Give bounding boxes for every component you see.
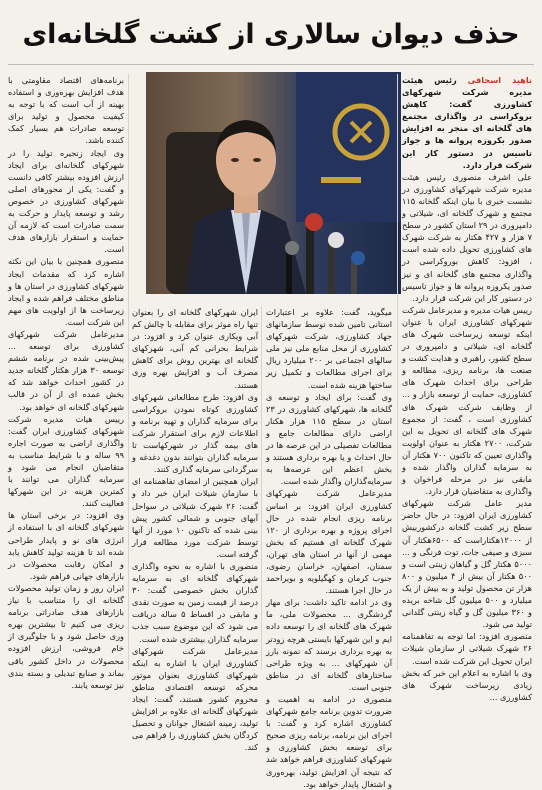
column-divider [397,74,398,670]
body-paragraph: ایران روز و زمان تولید محصولات گلخانه ای را متناسب با نیاز بازارهای هدف صادراتی برنامه ریزی می کنیم تا بیشترین بهره وری حاصل شود و با جلوگیری از خام فروشی، ارزش افزوده محصولات در داخل کشور باقی بماند و صنایع تبدیلی و بسته بندی نیز توسعه یابند. [8,582,124,690]
body-paragraph: وی افزود: در برخی استان ها شهرکهای گلخانه ای با استفاده از انرژی های نو و پایدار طراحی شده اند تا هزینه تولید کاهش یابد و امکان رقابت محصولات در بازارهای جهانی فراهم شود. [8,510,124,581]
body-paragraph: رییس هیات مدیره و مدیرعامل شرکت شهرکهای کشاورزی ایران با عنوان اینکه توسعه زیرساخت شهرک های گلخانه ای، شیلاتی و دامپروری در سطح کشور، راهبری و هدایت کشت و صنعت ها، برنامه ریزی، مطالعه و طراحی برای احداث شهرک های کشاورزی، حمایت از توسعه بازار و ... از وظایف شرکت شهرک های کشاورزی است ، گفت: از مجموع شهرک های گلخانه ای تحویل به این شرکت، ۲۷۰۰ هکتار به عنوان اولویت واگذاری تعیین که تاکنون ۷۰۰ هکتار آن به سرمایه گذاران واگذار شده و مابقی نیز در مرحله فراخوان و واگذاری به متقاضیان قرار دارد. [402,304,532,497]
body-paragraph: وی در ادامه تاکید داشت: برای مهار گردشگری ... محصولات ملی، ما شهرک های گلخانه ای را توسعه داده ایم و این شهرکها بایستی هرچه زودتر به بهره برداری برسند که نمونه بارز آن شهرکهای ... به ویژه طراحی ساختارهای گلخانه ای در مناطق جنوبی است. [266,597,392,692]
article-headline: حذف دیوان سالاری از کشت گلخانه‌ای [22,18,520,50]
body-paragraph: مدیرعامل شرکت شهرکهای کشاورزی ایران با اشاره به اینکه شهرکهای کشاورزی بعنوان موتور محرکه توسعه اقتصادی مناطق محروم کشور هستند، گفت: ایجاد شهرکهای گلخانه ای علاوه بر افزایش تولید، زمینه اشتغال جوانان و تحصیل کردگان بخش کشاورزی را فراهم می کند. [132,645,258,753]
body-paragraph: میگوید، گفت: علاوه بر اعتبارات استانی تامین شده توسط سازمانهای جهاد کشاورزی، شرکت شهرکهای کشاورزی از محل منابع ملی نیز ملی سالهای اجتماعی بر ۲۰۰ میلیارد ریال برای اجرای مطالعات و تکمیل زیر ساختها هزینه شده است. [266,307,393,390]
body-paragraph: وی افزود: طرح مطالعاتی شهرکهای کشاورزی کوتاه نمودن بروکراسی برای سرمایه گذاران و تهیه برنامه و اطلاعات لازم برای استقرار شرکت های بیمه گذار در شهرکهاست تا سرمایه گذاران بتوانند بدون دغدغه و سرگردانی سرمایه گذاری کنند. [132,391,258,475]
article-column-2 [266,306,393,789]
body-paragraph: منصوری در ادامه به اهمیت و ضرورت تدوین برنامه جامع شهرکهای کشاورزی اشاره کرد و گفت: با اجرای این برنامه، برنامه ریزی صحیح برای توسعه بخش کشاورزی و شهرکهای کشاورزی فراهم خواهد شد که نتیجه آن افزایش تولید، بهره‌وری و اشتغال پایدار خواهد بود. [266,694,392,789]
body-paragraph: وی با اشاره به اعلام این خبر که بخش زیادی زیرساخت شهرک های کشاورزی ... [402,667,532,702]
author-kicker: ناهید اسحاقی [467,75,532,85]
body-paragraph: علی اشرف منصوری رئیس هیئت مدیره شرکت شهرکهای کشاورزی در نشست خبری با بیان اینکه گلخانه ۱۱۵ مجتمع و شهرک گلخانه ای، شیلاتی و دامپروری در ۲۹ استان کشور در سطح ۷ هزار و ۴۲۷ هکتار به شرکت شهرک های کشاورزی تحویل داده شده است ، افزود: کاهش بوروکراسی در واگذاری مجتمع های گلخانه ای و نیز صدور یکروزه پروانه ها و جواز تاسیس در دستور کار این شرکت قرار دارد. [402,171,533,303]
body-paragraph: مدیرعامل شرکت شهرکهای کشاورزی ایران افزود: بر اساس برنامه ریزی انجام شده در حال اجرای پروژه و بهره برداری از ۱۲۰ شهرک گلخانه ای هستیم که بخش مهمی از آنها در استان های تهران، سمنان، اصفهان، خراسان رضوی، جنوب کرمان و کهگیلویه و بویراحمد در حال اجرا هستند. [266,488,392,596]
body-paragraph: وی ایجاد زنجیره تولید را در شهرکهای گلخانه‌ای برای ایجاد ارزش افزوده بیشتر کافی دانست و گفت: یکی از محورهای اصلی شهرکهای کشاورزی در خصوص رشد و توسعه پایدار و حرکت به سمت صادرات است که لازمه آن حمایت و استقرار بازارهای هدف است. [8,147,124,255]
article-column-3 [132,306,259,753]
body-paragraph: منصوری با اشاره به نحوه واگذاری شهرکهای گلخانه ای به سرمایه گذاران بخش خصوصی گفت: ۳۰ درصد از قیمت زمین به صورت نقدی و مابقی در اقساط ۵ ساله دریافت می شود که این موضوع سبب جذب سرمایه گذاران بیشتری شده است. [132,560,258,644]
lead-text: رئیس هیئت مدیره شرکت شهرکهای کشاورزی گفت: کاهش بروکراسی در واگذاری مجتمع های گلخانه ای منجر به افزایش صدور بکروزه پروانه ها و جواز تاسیس در دستور کار این شرکت قرار دارد. [402,75,532,170]
body-paragraph: منصوری همچنین با بیان این نکته اشاره کرد که مقدمات ایجاد شهرکهای کشاورزی در استان ها و مناطق مختلف فراهم شده و ایجاد زیرساخت ها از اولویت های مهم این شرکت است. [8,256,124,327]
body-paragraph: ایران همچنین از امضای تفاهمنامه ای با سازمان شیلات ایران خبر داد و گفت: ۲۶ شهرک شیلاتی در سواحل آبهای جنوبی و شمالی کشور پیش بینی شده که تاکنون ۱۰ مورد از آنها توسط شرکت مورد مطالعه قرار گرفته است. [132,476,259,559]
body-paragraph: مدیرعامل شرکت شهرکهای کشاورزی برای توسعه ... پیش‌بینی شده در برنامه ششم توسعه ۳۰ هزار هکتار گلخانه جدید در کشور احداث خواهد شد که بخش عمده ای از آن در قالب شهرکهای گلخانه ای خواهد بود. [8,328,124,412]
body-paragraph: مدیر عامل شرکت شهرکهای کشاورزی ایران افزود: در حال حاضر سطح زیر کشت گلخانه درکشوربیش از ۱۲۰۰۰هکتاراست که ۶۵۰۰هکتار آن سبزی و صیفی جات، توت فرنگی و ... ۵۰۰۰ هکتار گل و گیاهان زینتی است و ۵۰۰ هکتار آن بیش از ۴ میلیون و ۸۰۰ هزار تن محصول تولید و به بیش از یک میلیارد و ۵۰۰ میلیون گل شاخه بریده و ۳۶۰ میلیون گل و گیاه زینتی گلدانی تولید می شود. [402,498,532,630]
body-paragraph: ایران شهرکهای گلخانه ای را بعنوان تنها راه موثر برای مقابله با چالش کم آبی ویکاری عنوان کرد و افزود: در شرایط بحرانی کم آبی، شهرکهای گلخانه ای بهترین روش برای کاهش مصرف آب و افزایش بهره وری هستند. [132,307,258,390]
body-paragraph: وی گفت: برای ایجاد و توسعه ی گلخانه ها، شهرکهای کشاورزی در ۲۳ استان در سطح ۱۱۵ هزار هکتار اراضی دارای مطالعات جامع و مطالعات تفصیلی در این عرصه ها در حال احداث و یا بهره برداری هستند و بخش اعظم این عرصه‌ها به سرمایه‌گذاران واگذار شده است. [266,391,392,487]
article-column-4 [8,74,124,690]
body-paragraph: برنامه‌های اقتصاد مقاومتی با هدف افزایش بهره‌وری و استفاده بهینه از آب است که با توجه به کیفیت محصول و تولید برای توسعه صادرات هم بسیار کمک کننده باشد. [8,75,124,146]
column-divider [128,74,129,670]
column-divider [261,306,262,670]
article-column-1 [402,74,533,702]
lead-paragraph [402,74,532,171]
body-paragraph: منصوری افزود: اما توجه به تفاهمنامه ۲۶ شهرک شیلاتی از سازمان شیلات ایران تحویل این شرکت شده است. [402,631,532,666]
official-speaking-photo [146,72,401,294]
headline-divider [8,64,534,65]
article-photo [146,72,401,294]
body-paragraph: رییس هیات مدیره شرکت شهرکهای کشاورزی ایران گفت: واگذاری اراضی به صورت اجاره ۹۹ ساله و با شرایط مناسب به متقاضیان انجام می شود و سرمایه گذاران می توانند با کمترین هزینه در این شهرکها فعالیت کنند. [8,413,124,509]
